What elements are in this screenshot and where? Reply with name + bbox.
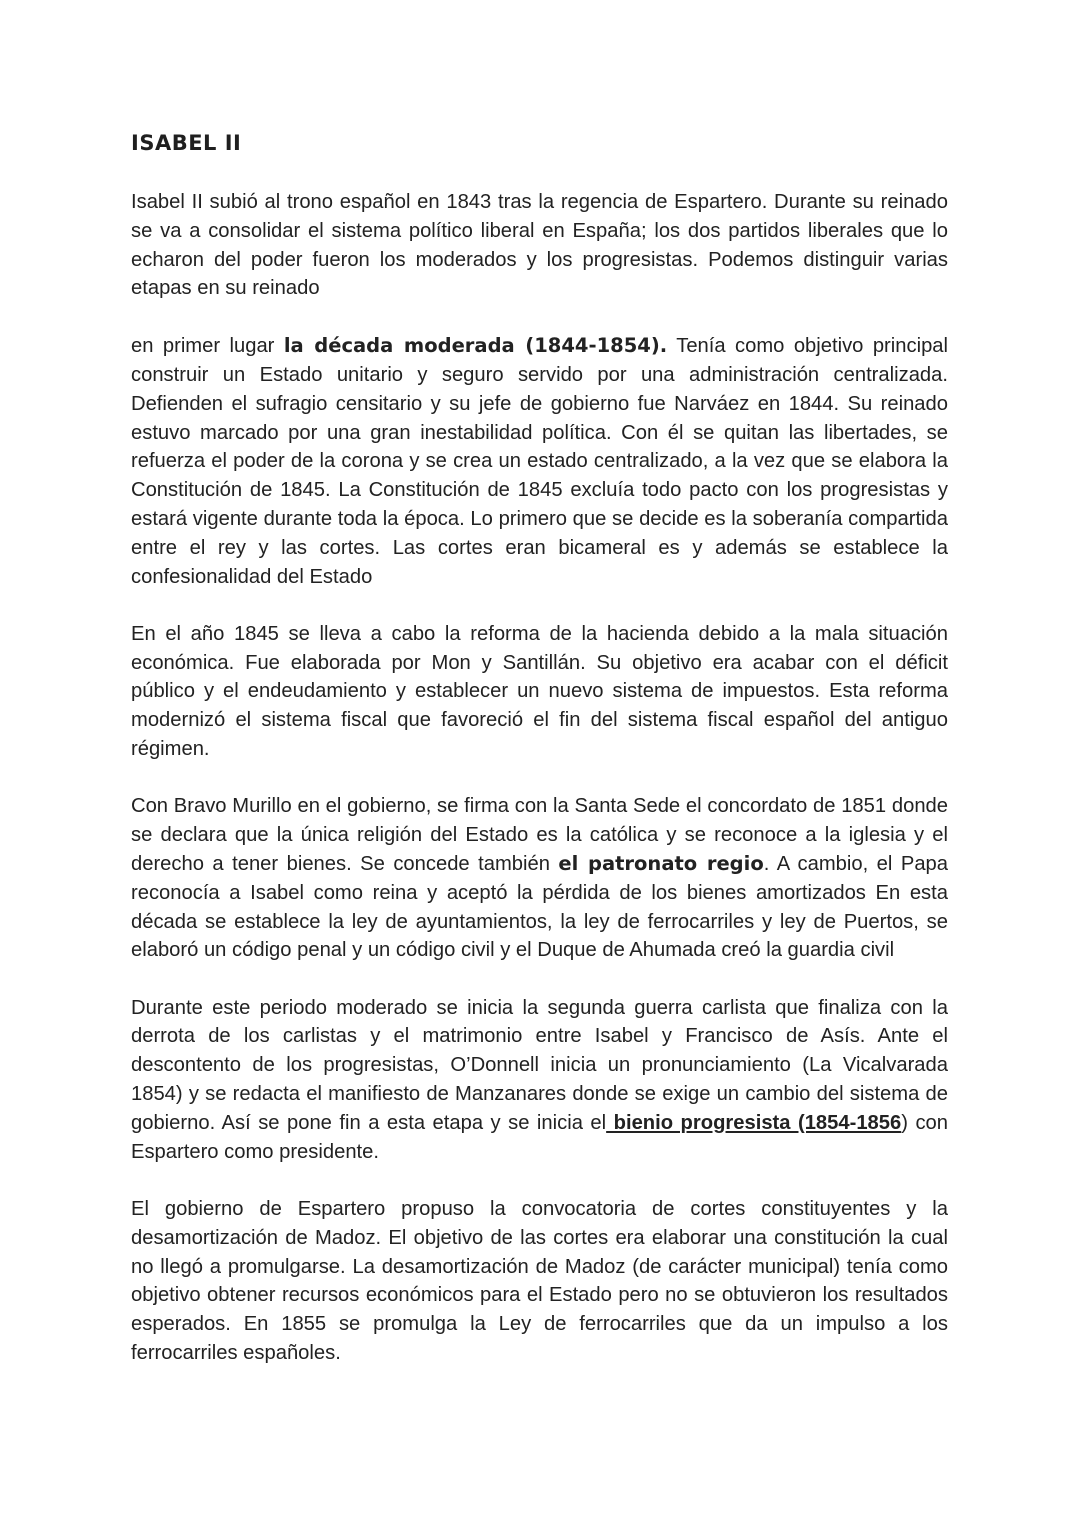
paragraph-text: Tenía como objetivo principal construir un Estado unitario y seguro servido por una administración centralizada. Defienden el sufragio censitario y su jefe de gobierno fue Narváez en 1844. Su reinado estuvo marcado por una gran inestabilidad política. Con él se quitan las libertades, se refuerza el poder de la corona y se crea un estado centralizado, a la vez que se elabora la Constitución de 1845. La Constitución de 1845 excluía todo pacto con los progresistas y estará vigente durante toda la época. Lo primero que se decide es la soberanía compartida entre el rey y las cortes. Las cortes eran bicameral es y además se establece la confesionalidad del Estado [131,335,949,588]
document-title: ISABEL II [131,131,242,155]
document-page [131,128,948,1396]
paragraph-text: Con Bravo Murillo en el gobierno, se firma con la Santa Sede el concordato de 1851 donde se declara que la única religión del Estado es la católica y se reconoce a la iglesia y el derecho a tener bienes. Se concede también [131,795,948,875]
highlight-patronato-regio: el patronato regio [558,851,764,875]
highlight-bienio-progresista: bienio progresista (1854-1856 [606,1111,902,1134]
highlight-decada-moderada: la década moderada (1844-1854). [283,334,668,358]
paragraph-periodo-moderado [131,994,948,1167]
paragraph-text: Durante este periodo moderado se inicia la segunda guerra carlista que finaliza con la derrota de los carlistas y el matrimonio entre Isabel y Francisco de Asís. Ante el descontento de los progresistas, O’Donnell inicia un pronunciamiento (La Vicalvarada 1854) y se redacta el manifiesto de Manzanares donde se exige un cambio del sistema de gobierno. Así se pone fin a esta etapa y se inicia el [131,996,948,1134]
paragraph-intro: Isabel II subió al trono español en 1843 tras la regencia de Espartero. Durante su reinado se va a consolidar el sistema político liberal en España; los dos partidos liberales que lo echaron del poder fueron los moderados y los progresistas. Podemos distinguir varias etapas en su reinado [131,191,948,300]
paragraph-text: . A cambio, el Papa reconocía a Isabel como reina y aceptó la pérdida de los bienes amortizados En esta década se establece la ley de ayuntamientos, la ley de ferrocarriles y ley de Puertos, se elaboró un código penal y un código civil y el Duque de Ahumada creó la guardia civil [131,852,949,962]
paragraph-concordato [131,792,948,965]
paragraph-text: ) con Espartero como presidente. [131,1111,949,1163]
paragraph-gobierno-espartero: El gobierno de Espartero propuso la convocatoria de cortes constituyentes y la desamortización de Madoz. El objetivo de las cortes era elaborar una constitución la cual no llegó a promulgarse. La desamortización de Madoz (de carácter municipal) tenía como objetivo obtener recursos económicos para el Estado pero no se obtuvieron los resultados esperados. En 1855 se promulga la Ley de ferrocarriles que da un impulso a los ferrocarriles españoles. [131,1197,948,1364]
paragraph-text: en primer lugar [131,335,284,358]
paragraph-reforma-hacienda: En el año 1845 se lleva a cabo la reforma de la hacienda debido a la mala situación económica. Fue elaborada por Mon y Santillán. Su objetivo era acabar con el déficit público y el endeudamiento y establecer un nuevo sistema de impuestos. Esta reforma modernizó el sistema fiscal que favoreció el fin del sistema fiscal español del antiguo régimen. [131,622,948,761]
paragraph-decada-moderada [131,332,948,591]
